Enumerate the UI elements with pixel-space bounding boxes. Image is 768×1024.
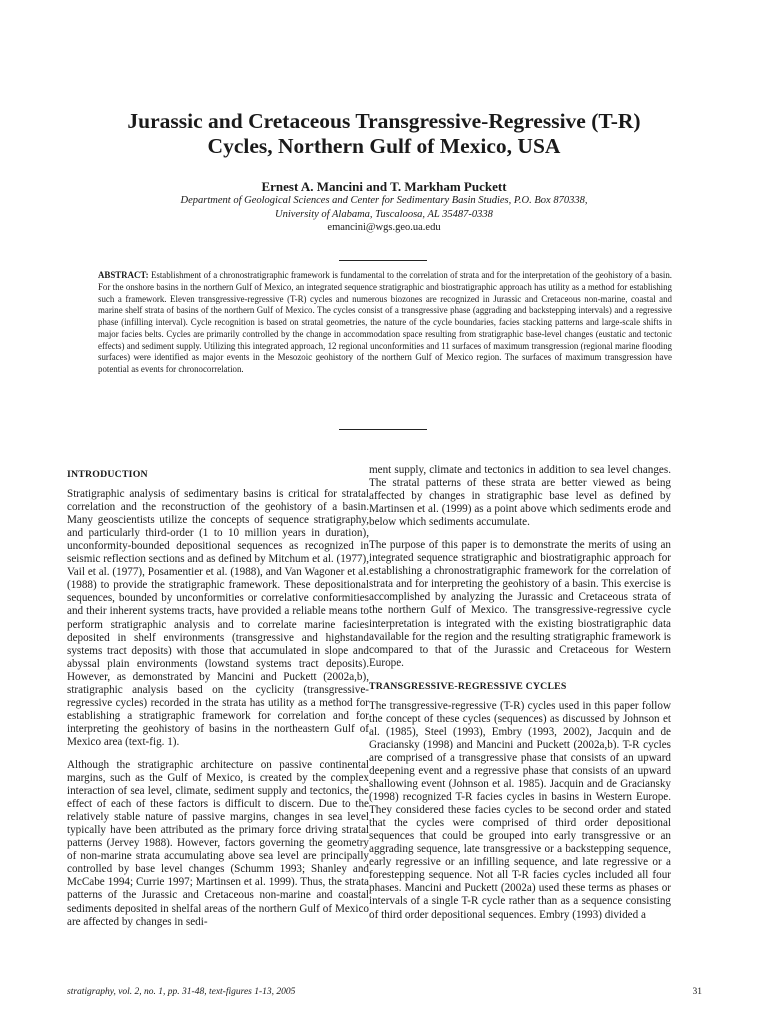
left-column: [67, 464, 369, 939]
intro-paragraph-2: Although the stratigraphic architecture on passive continental margins, such as the Gulf of Mexico, is created by the complex interaction of sea level, climate, sediment supply and tectonics, the effect of each of these factors is difficult to discern. Due to the relatively stable nature of passive margins, changes in sea level typically have been attributed as the primary force driving stratal patterns (Jervey 1988). However, factors governing the geometry of non-marine strata accumulating above sea level are principally controlled by base level changes (Schumm 1993; Shanley and McCabe 1994; Currie 1997; Martinsen et al. 1999). Thus, the strata patterns of the Jurassic and Cretaceous non-marine and coastal sediments deposited in shelfal areas of the northern Gulf of Mexico are affected by changes in sedi-: [67, 758, 369, 928]
authors: Ernest A. Mancini and T. Markham Puckett: [261, 179, 507, 194]
divider-bottom: [339, 429, 427, 430]
section-heading-tr-cycles: TRANSGRESSIVE-REGRESSIVE CYCLES: [369, 680, 567, 692]
right-column: [369, 464, 671, 932]
intro-paragraph-1: Stratigraphic analysis of sedimentary basins is critical for stratal correlation and the reconstruction of the geohistory of a basin. Many geoscientists utilize the concepts of sequence stratigraphy, and particularly third-order (1 to 10 million years in duration), unconformity-bounded depositional sequences as recognized in seismic reflection sections and as defined by Mitchum et al. (1977), Vail et al. (1977), Posamentier et al. (1988), and Van Wagoner et al. (1988) to provide the stratigraphic framework. These depositional sequences, bounded by unconformities or correlative conformities and their inherent systems tracts, have provided a reliable means to perform stratigraphic analysis and to correlate marine facies deposited in shelf environments (transgressive and highstand systems tract deposits) with those that accumulated in slope and abyssal plain environments (lowstand systems tract deposits). However, as demonstrated by Mancini and Puckett (2002a,b), stratigraphic analysis based on the cyclicity (transgressive-regressive cycles) recorded in the strata has utility as a method for establishing a stratigraphic framework for correlation and for interpreting the geohistory of basins in the northeastern Gulf of Mexico area (text-fig. 1).: [67, 488, 369, 748]
author-email: emancini@wgs.geo.ua.edu: [327, 222, 441, 233]
paper-title: [70, 109, 698, 159]
title-line-2: Cycles, Northern Gulf of Mexico, USA: [207, 134, 561, 158]
section-heading-introduction: INTRODUCTION: [67, 469, 148, 480]
intro-paragraph-4: The purpose of this paper is to demonstrate the merits of using an integrated sequence stratigraphic and biostratigraphic approach for establishing a chronostratigraphic framework for the correlation of strata and for interpreting the geohistory of a basin. This exercise is accomplished by analyzing the Jurassic and Cretaceous strata of the northern Gulf of Mexico. The transgressive-regressive cycle interpretation is integrated with the existing biostratigraphic data available for the region and the resulting stratigraphic framework is compared to that of the Jurassic and Cretaceous for Western Europe.: [369, 539, 671, 669]
page-number: 31: [692, 987, 702, 997]
abstract-text: Establishment of a chronostratigraphic framework is fundamental to the correlation of strata and for the interpretation of the geohistory of a basin. For the onshore basins in the northern Gulf of Mexico, an integrated sequence stratigraphic and biostratigraphic approach has utility as a method for establishing such a framework. Eleven transgressive-regressive (T-R) cycles and numerous biozones are recognized in Jurassic and Cretaceous non-marine, coastal and marine shelf strata of basins of the northern Gulf of Mexico. The cycles consist of a transgressive phase (aggrading and backstepping intervals) and a regressive phase (infilling interval). Cycle recognition is based on stratal geometries, the nature of the cycle boundaries, facies stacking patterns and large-scale shifts in major facies belts. Cycles are primarily controlled by the change in accommodation space resulting from stratigraphic base-level changes (eustatic and tectonic effects) and sediment supply. Utilizing this integrated approach, 12 regional unconformities and 11 surfaces of maximum transgression (regional marine flooding surfaces) were identified as major events in the Mesozoic geohistory of the northern Gulf of Mexico region. The surfaces of maximum transgression have potential as events for chronocorrelation.: [98, 270, 673, 374]
abstract: [98, 270, 672, 376]
affiliation-line-1: Department of Geological Sciences and Center for Sedimentary Basin Studies, P.O. Box 870338,: [180, 195, 588, 206]
affiliation: [70, 194, 698, 221]
journal-citation: stratigraphy, vol. 2, no. 1, pp. 31-48, text-figures 1-13, 2005: [67, 987, 296, 997]
title-line-1: Jurassic and Cretaceous Transgressive-Regressive (T-R): [127, 109, 641, 133]
divider-top: [339, 260, 427, 261]
affiliation-line-2: University of Alabama, Tuscaloosa, AL 35487-0338: [275, 208, 493, 220]
tr-cycles-paragraph-1: The transgressive-regressive (T-R) cycles used in this paper follow the concept of these cycles (sequences) as discussed by Johnson et al. (1985), Steel (1993), Embry (1993, 2002), Jacquin and de Graciansky (1998) and Mancini and Puckett (2002a,b). T-R cycles are comprised of a transgressive phase that consists of an upward deepening event and a regressive phase that consists of an upward shallowing event (Johnson et al. 1985). Jacquin and de Graciansky (1998) recognized T-R facies cycles in basins in Western Europe. They considered these facies cycles to be second order and stated that the cycles were comprised of third order depositional sequences that could be grouped into early transgressive or an aggrading sequence, late transgressive or a backstepping sequence, early regressive or an infilling sequence, and late regressive or a forestepping sequence. Not all T-R facies cycles included all four phases. Mancini and Puckett (2002a) used these terms as phases or intervals of a single T-R cycle rather than as a sequence consisting of third order depositional sequences. Embry (1993) divided a: [369, 699, 671, 921]
intro-paragraph-3: ment supply, climate and tectonics in addition to sea level changes. The stratal patterns of these strata are better viewed as being affected by changes in stratigraphic base level as defined by Martinsen et al. (1999) as a point above which sediments erode and below which sediments accumulate.: [369, 464, 671, 529]
abstract-label: ABSTRACT:: [98, 270, 149, 280]
